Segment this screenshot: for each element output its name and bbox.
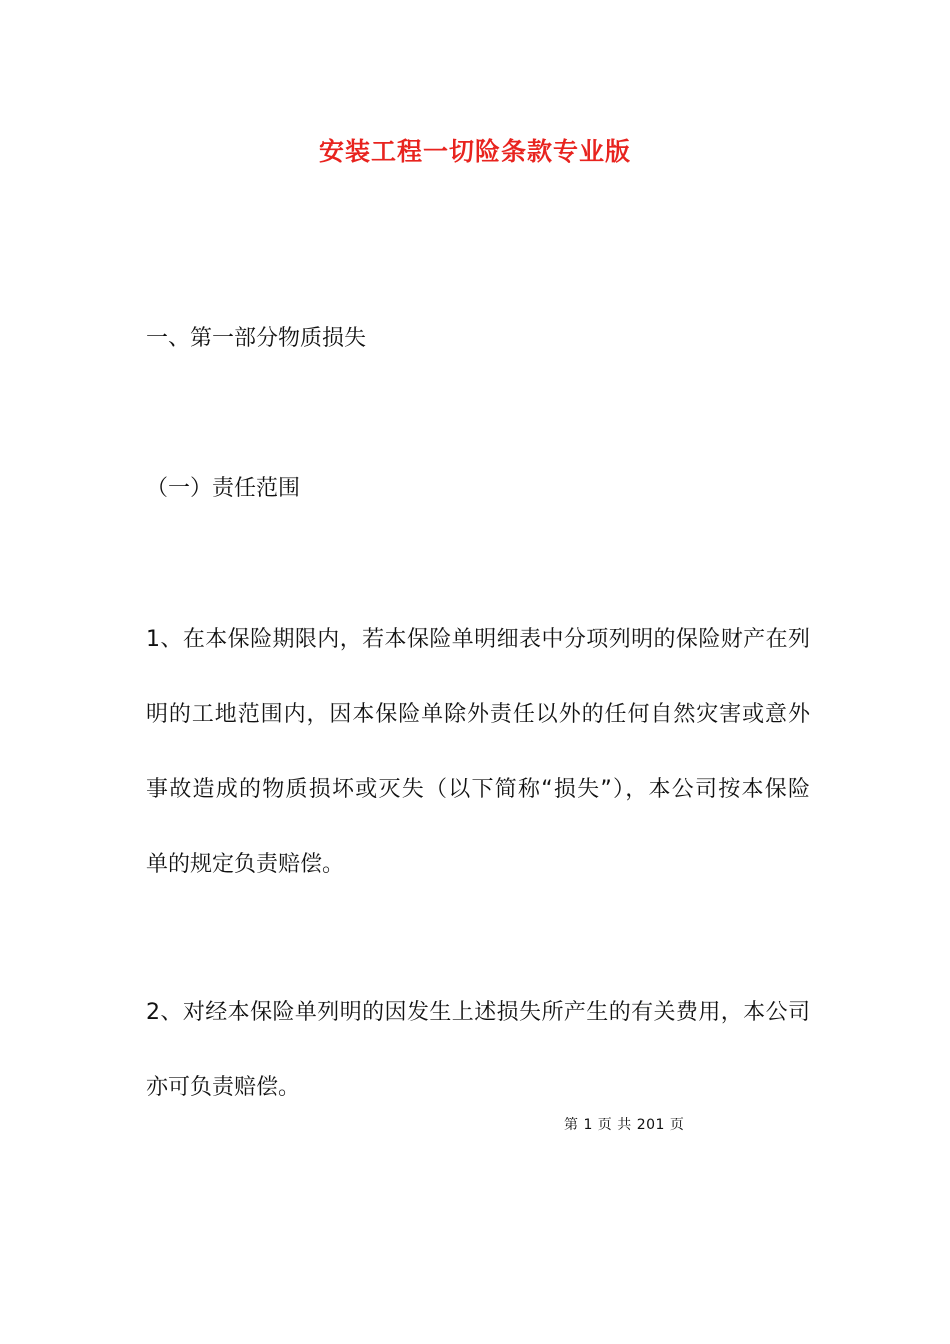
paragraph-1-line: 1、在本保险期限内，若本保险单明细表中分项列明的保险财产在列 — [146, 627, 810, 652]
paragraph-2-line: 亦可负责赔偿。 — [146, 1075, 301, 1100]
subsection-heading: （一）责任范围 — [146, 476, 301, 501]
document-title: 安装工程一切险条款专业版 — [318, 137, 631, 166]
paragraph-2-line: 2、对经本保险单列明的因发生上述损失所产生的有关费用，本公司 — [146, 1000, 810, 1025]
paragraph-1 — [146, 602, 810, 902]
paragraph-2 — [146, 975, 810, 1125]
page-number: 第 1 页 共 201 页 — [564, 1117, 685, 1133]
paragraph-1-line: 单的规定负责赔偿。 — [146, 852, 345, 877]
paragraph-1-line: 事故造成的物质损坏或灭失（以下简称“损失”），本公司按本保险 — [146, 777, 810, 802]
paragraph-1-line: 明的工地范围内，因本保险单除外责任以外的任何自然灾害或意外 — [146, 702, 810, 727]
section-heading: 一、第一部分物质损失 — [146, 326, 367, 351]
